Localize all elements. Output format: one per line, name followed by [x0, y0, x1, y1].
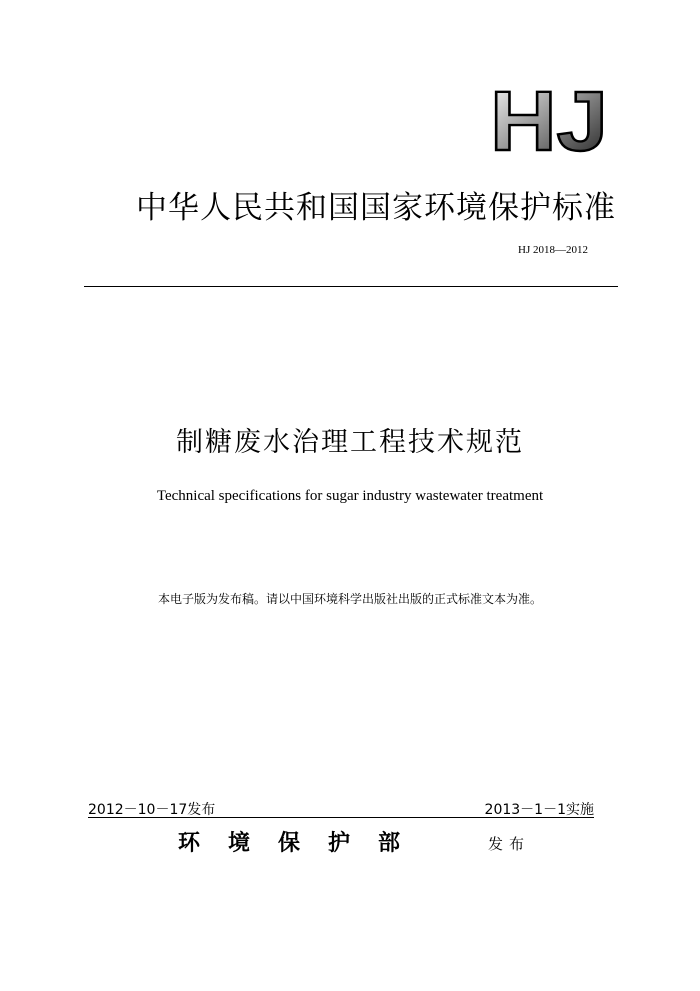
- issuing-authority: 环境保护部: [178, 831, 429, 856]
- hj-logo: [488, 86, 612, 156]
- electronic-version-notice: 本电子版为发布稿。请以中国环境科学出版社出版的正式标准文本为准。: [157, 592, 542, 606]
- document-title: 制糖废水治理工程技术规范: [176, 427, 524, 458]
- document-english-title: Technical specifications for sugar industry wastewater treatment: [156, 488, 544, 504]
- issue-date: 2012－10－17发布: [88, 802, 216, 818]
- standard-code: HJ 2018—2012: [518, 244, 588, 256]
- implementation-date: 2013－1－1实施: [484, 802, 594, 818]
- issued-label: 发布: [488, 835, 531, 853]
- hj-logo-text: HJ: [490, 86, 608, 156]
- header-divider: [84, 286, 618, 287]
- footer-divider: [88, 817, 594, 818]
- hj-logo-mark: [488, 86, 612, 156]
- national-standard-title: 中华人民共和国国家环境保护标准: [136, 190, 616, 226]
